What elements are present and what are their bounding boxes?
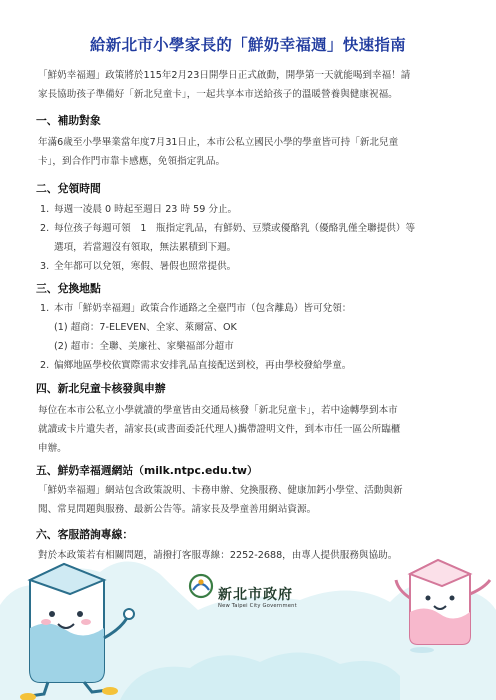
page-title: 給新北市小學家長的「鮮奶幸福週」快速指南: [89, 36, 406, 54]
item-text: 本市「鮮奶幸福週」政策合作通路之全臺門市（包含離島）皆可兌領：: [54, 303, 352, 314]
item-number: 2.: [40, 223, 50, 234]
section-2-item: [40, 257, 236, 276]
section-2-item: [40, 219, 415, 238]
section-1-line-1: 年滿6歲至小學畢業當年度7月31日止，本市公私立國民小學的學童皆可持「新北兒童: [38, 137, 399, 148]
section-5-heading: 五、鮮奶幸福週網站（milk.ntpc.edu.tw）: [36, 464, 258, 477]
section-3-item: [40, 299, 351, 318]
section-3-heading: 三、兌換地點: [36, 282, 101, 295]
item-text: 每週一凌晨 0 時起至週日 23 時 59 分止。: [54, 204, 238, 215]
section-5-line-1: 「鮮奶幸福週」網站包含政策說明、卡務申辦、兌換服務、健康加鈣小學堂、活動與新: [38, 485, 403, 496]
item-number: 1.: [40, 303, 50, 314]
section-1-line-2: 卡」，到合作門市靠卡感應，免領指定乳品。: [38, 156, 226, 167]
section-2-heading: 二、兌領時間: [36, 182, 101, 195]
logo-english: New Taipei City Government: [218, 603, 297, 609]
logo-name: 新北市政府: [218, 587, 293, 603]
section-3-sub-item: (2) 超市：全聯、美廉社、家樂福部分超市: [54, 341, 234, 352]
item-text: 選項，若當週沒有領取，無法累積到下週。: [54, 242, 237, 253]
section-4-line-1: 每位在本市公私立小學就讀的學童皆由交通局核發「新北兒童卡」，若中途轉學到本市: [38, 405, 398, 416]
section-3-sub-item: (1) 超商：7-ELEVEN、全家、萊爾富、OK: [54, 322, 237, 333]
section-5-line-2: 聞、常見問題與服務、最新公告等。請家長及學童善用網站資源。: [38, 504, 317, 515]
item-number: 3.: [40, 261, 50, 272]
section-1-heading: 一、補助對象: [36, 114, 101, 127]
intro-line-2: 家長協助孩子準備好「新北兒童卡」，一起共享本市送給孩子的溫暖營養與健康祝福。: [38, 89, 398, 100]
item-text: 全年都可以兌領，寒假、暑假也照常提供。: [54, 261, 237, 272]
section-2-item: [40, 200, 237, 219]
section-6-line-1: 對於本政策若有相關問題，請撥打客服專線：2252-2688，由專人提供服務與協助。: [38, 550, 398, 561]
footer-illustration: [0, 550, 496, 700]
section-2-item-continued: [40, 238, 236, 257]
section-4-heading: 四、新北兒童卡核發與申辦: [36, 382, 166, 395]
section-6-heading: 六、客服諮詢專線：: [36, 528, 134, 541]
item-number: 2.: [40, 360, 50, 371]
item-text: 每位孩子每週可領 1 瓶指定乳品，有鮮奶、豆漿或優酪乳（優酪乳僅全聯提供）等: [54, 223, 416, 234]
new-taipei-logo: [190, 575, 212, 597]
logo-emblem-icon: [190, 575, 212, 597]
section-4-line-3: 申辦。: [38, 443, 67, 454]
intro-line-1: 「鮮奶幸福週」政策將於115年2月23日開學日正式啟動，開學第一天就能喝到幸福！請: [38, 70, 411, 81]
section-3-item: [40, 356, 351, 375]
item-text: 偏鄉地區學校依實際需求安排乳品直接配送到校，再由學校發給學童。: [54, 360, 352, 371]
section-4-line-2: 就讀或卡片遺失者，請家長(或書面委託代理人)攜帶證明文件，到本市任一區公所臨櫃: [38, 424, 401, 435]
item-number: 1.: [40, 204, 50, 215]
